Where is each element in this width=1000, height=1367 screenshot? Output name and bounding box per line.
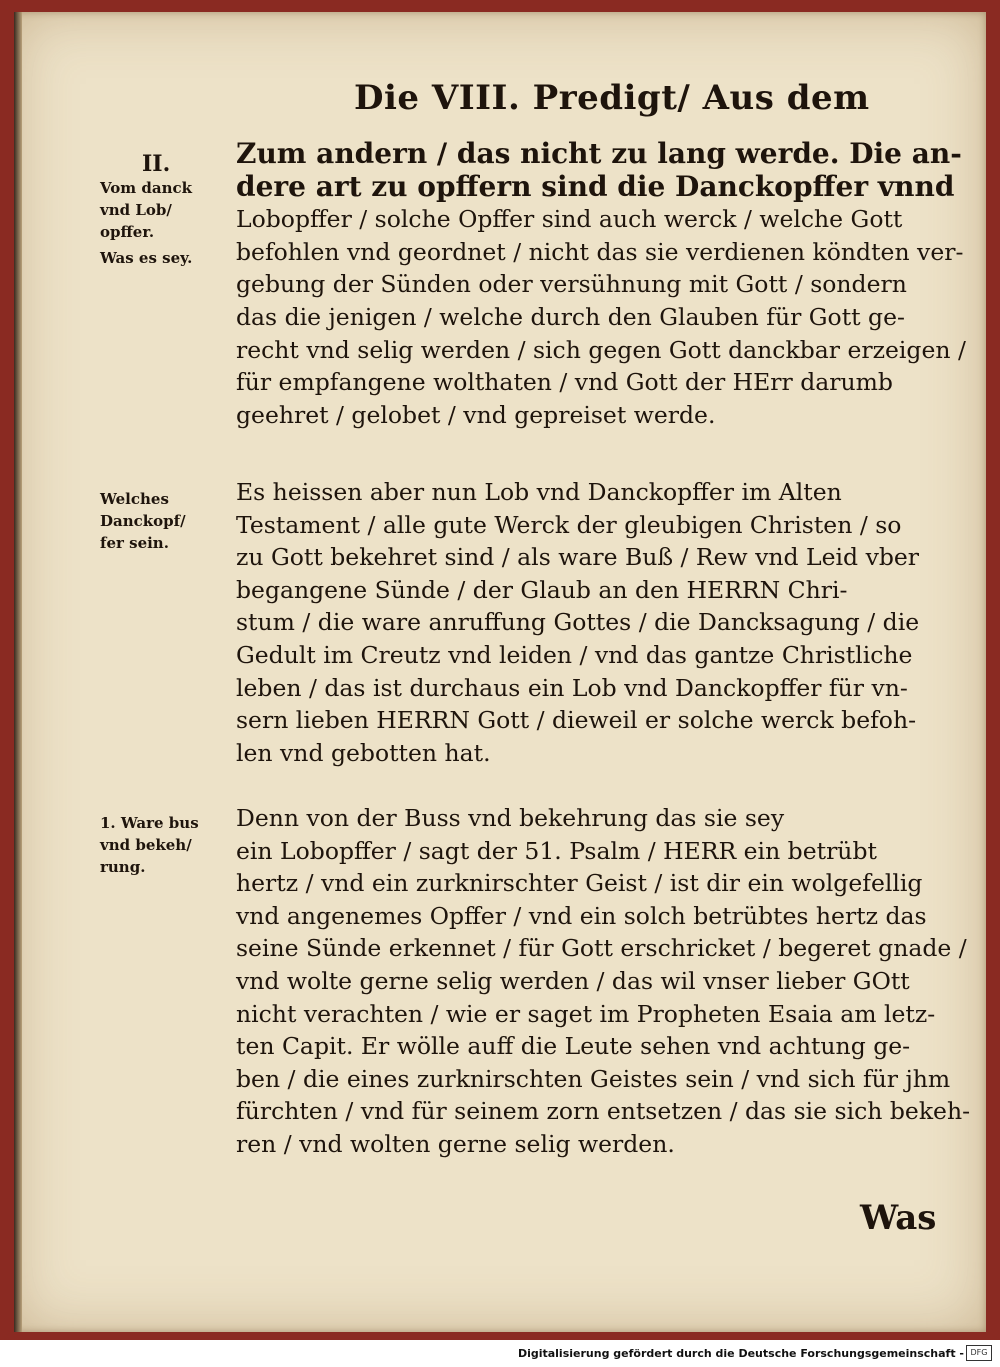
text-line: Testament / alle gute Werck der gleubigen Christen / so xyxy=(236,510,902,539)
text-line: vnd angenemes Opffer / vnd ein solch betrübtes hertz das xyxy=(236,901,927,930)
text-line: fürchten / vnd für seinem zorn entsetzen / das sie sich bekeh- xyxy=(236,1097,971,1126)
page-binding-edge xyxy=(14,12,22,1332)
margin-note-line: Welches xyxy=(100,490,169,508)
text-line: sern lieben HERRN Gott / dieweil er solche werck befoh- xyxy=(236,706,917,735)
paragraph-2 xyxy=(236,476,946,769)
margin-note-line: Was es sey. xyxy=(100,249,193,267)
text-line: ren / vnd wolten gerne selig werden. xyxy=(236,1129,675,1158)
margin-note-line: 1. Ware bus xyxy=(100,814,199,832)
text-line: Es heissen aber nun Lob vnd Danckopffer im Alten xyxy=(236,478,842,506)
margin-note-line: vnd bekeh/ xyxy=(100,836,192,854)
book-page xyxy=(14,12,986,1332)
text-line: begangene Sünde / der Glaub an den HERRN Chri- xyxy=(236,575,848,604)
catchword: Was xyxy=(860,1198,937,1238)
text-line: vnd wolte gerne selig werden / das wil vnser lieber GOtt xyxy=(236,966,910,995)
text-line: zu Gott bekehret sind / als ware Buß / Rew vnd Leid vber xyxy=(236,543,920,572)
margin-note-dank-lob xyxy=(100,177,250,243)
text-line: dere art zu opffern sind die Danckopffer vnnd xyxy=(236,169,955,203)
margin-note-line: Danckopf/ xyxy=(100,512,186,530)
section-number: II. xyxy=(142,151,171,177)
text-line: nicht verachten / wie er saget im Propheten Esaia am letz- xyxy=(236,999,936,1028)
text-line: recht vnd selig werden / sich gegen Gott danckbar erzeigen / xyxy=(236,335,966,364)
text-line: stum / die ware anruffung Gottes / die Dancksagung / die xyxy=(236,608,920,637)
text-line: befohlen vnd geordnet / nicht das sie verdienen köndten ver- xyxy=(236,237,964,266)
dfg-logo-icon: DFG xyxy=(966,1345,992,1361)
text-line: seine Sünde erkennet / für Gott erschricket / begeret gnade / xyxy=(236,934,967,963)
margin-note-line: fer sein. xyxy=(100,534,169,552)
margin-note-ware-bus xyxy=(100,812,250,878)
margin-note-welches xyxy=(100,488,250,554)
text-line: hertz / vnd ein zurknirschter Geist / ist dir ein wolgefellig xyxy=(236,869,923,898)
footer-bar xyxy=(0,1340,1000,1367)
paragraph-1 xyxy=(236,137,966,431)
text-line: Denn von der Buss vnd bekehrung das sie sey xyxy=(236,804,785,832)
text-line: Gedult im Creutz vnd leiden / vnd das gantze Christliche xyxy=(236,640,913,669)
running-header: Die VIII. Predigt/ Aus dem xyxy=(354,78,870,118)
margin-note-line: vnd Lob/ xyxy=(100,201,172,219)
text-line: geehret / gelobet / vnd gepreiset werde. xyxy=(236,400,716,429)
text-line: gebung der Sünden oder versühnung mit Gott / sondern xyxy=(236,270,907,299)
text-line: das die jenigen / welche durch den Glauben für Gott ge- xyxy=(236,302,905,331)
text-line: für empfangene wolthaten / vnd Gott der HErr darumb xyxy=(236,368,893,397)
text-line: Zum andern / das nicht zu lang werde. Die an- xyxy=(236,137,962,170)
text-line: ein Lobopffer / sagt der 51. Psalm / HERR ein betrübt xyxy=(236,836,877,865)
text-line: Lobopffer / solche Opffer sind auch werck / welche Gott xyxy=(236,205,903,234)
paragraph-3 xyxy=(236,802,971,1161)
margin-note-was-es-sey xyxy=(100,247,250,269)
margin-note-line: Vom danck xyxy=(100,179,192,197)
margin-note-line: opffer. xyxy=(100,223,155,241)
margin-note-line: rung. xyxy=(100,858,146,876)
text-line: leben / das ist durchaus ein Lob vnd Danckopffer für vn- xyxy=(236,673,908,702)
text-line: len vnd gebotten hat. xyxy=(236,738,491,767)
funding-credit: Digitalisierung gefördert durch die Deutsche Forschungsgemeinschaft - xyxy=(517,1347,964,1360)
text-line: ten Capit. Er wölle auff die Leute sehen vnd achtung ge- xyxy=(236,1032,911,1061)
text-line: ben / die eines zurknirschten Geistes sein / vnd sich für jhm xyxy=(236,1064,951,1093)
